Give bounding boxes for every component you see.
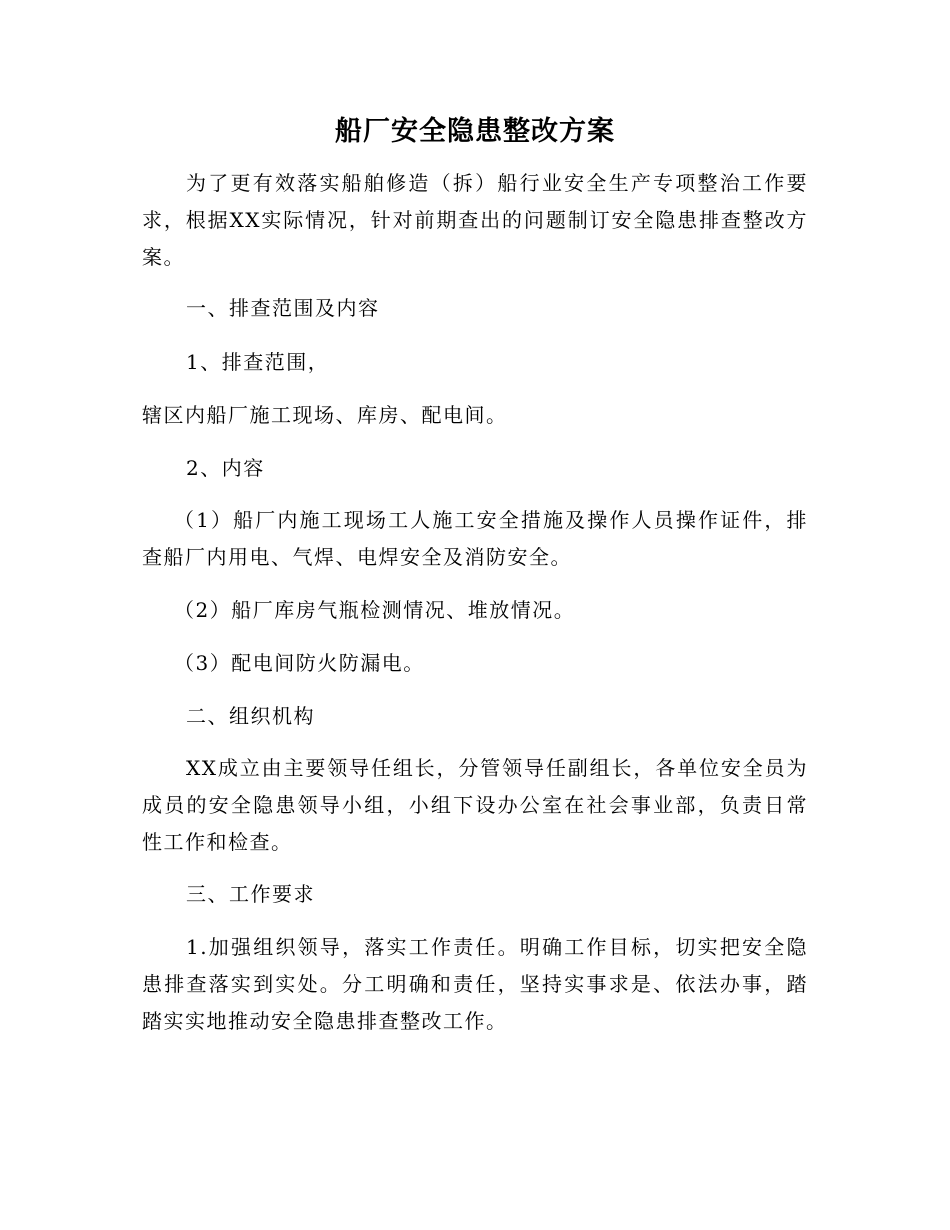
requirement-paragraph-1: 1.加强组织领导，落实工作责任。明确工作目标，切实把安全隐患排查落实到实处。分工明确和责任，坚持实事求是、依法办事，踏踏实实地推动安全隐患排查整改工作。 <box>142 935 808 1033</box>
subheading-scope: 1、排查范围， <box>186 350 330 374</box>
section-heading-scope: 一、排查范围及内容 <box>186 296 380 320</box>
section-heading-requirements: 三、工作要求 <box>186 882 315 906</box>
content-item-3: （3）配电间防火防漏电。 <box>174 651 425 675</box>
content-item-2: （2）船厂库房气瓶检测情况、堆放情况。 <box>174 598 576 622</box>
content-item-1: （1）船厂内施工现场工人施工安全措施及操作人员操作证件，排查船厂内用电、气焊、电焊安全及消防安全。 <box>142 508 808 569</box>
document-title: 船厂安全隐患整改方案 <box>335 116 615 147</box>
scope-paragraph: 辖区内船厂施工现场、库房、配电间。 <box>142 403 508 427</box>
intro-paragraph: 为了更有效落实船舶修造（拆）船行业安全生产专项整治工作要求，根据XX实际情况，针对前期查出的问题制订安全隐患排查整改方案。 <box>142 171 808 269</box>
organization-paragraph: XX成立由主要领导任组长，分管领导任副组长，各单位安全员为成员的安全隐患领导小组，小组下设办公室在社会事业部，负责日常性工作和检查。 <box>142 756 808 854</box>
section-heading-organization: 二、组织机构 <box>186 704 315 728</box>
subheading-content: 2、内容 <box>186 456 265 480</box>
